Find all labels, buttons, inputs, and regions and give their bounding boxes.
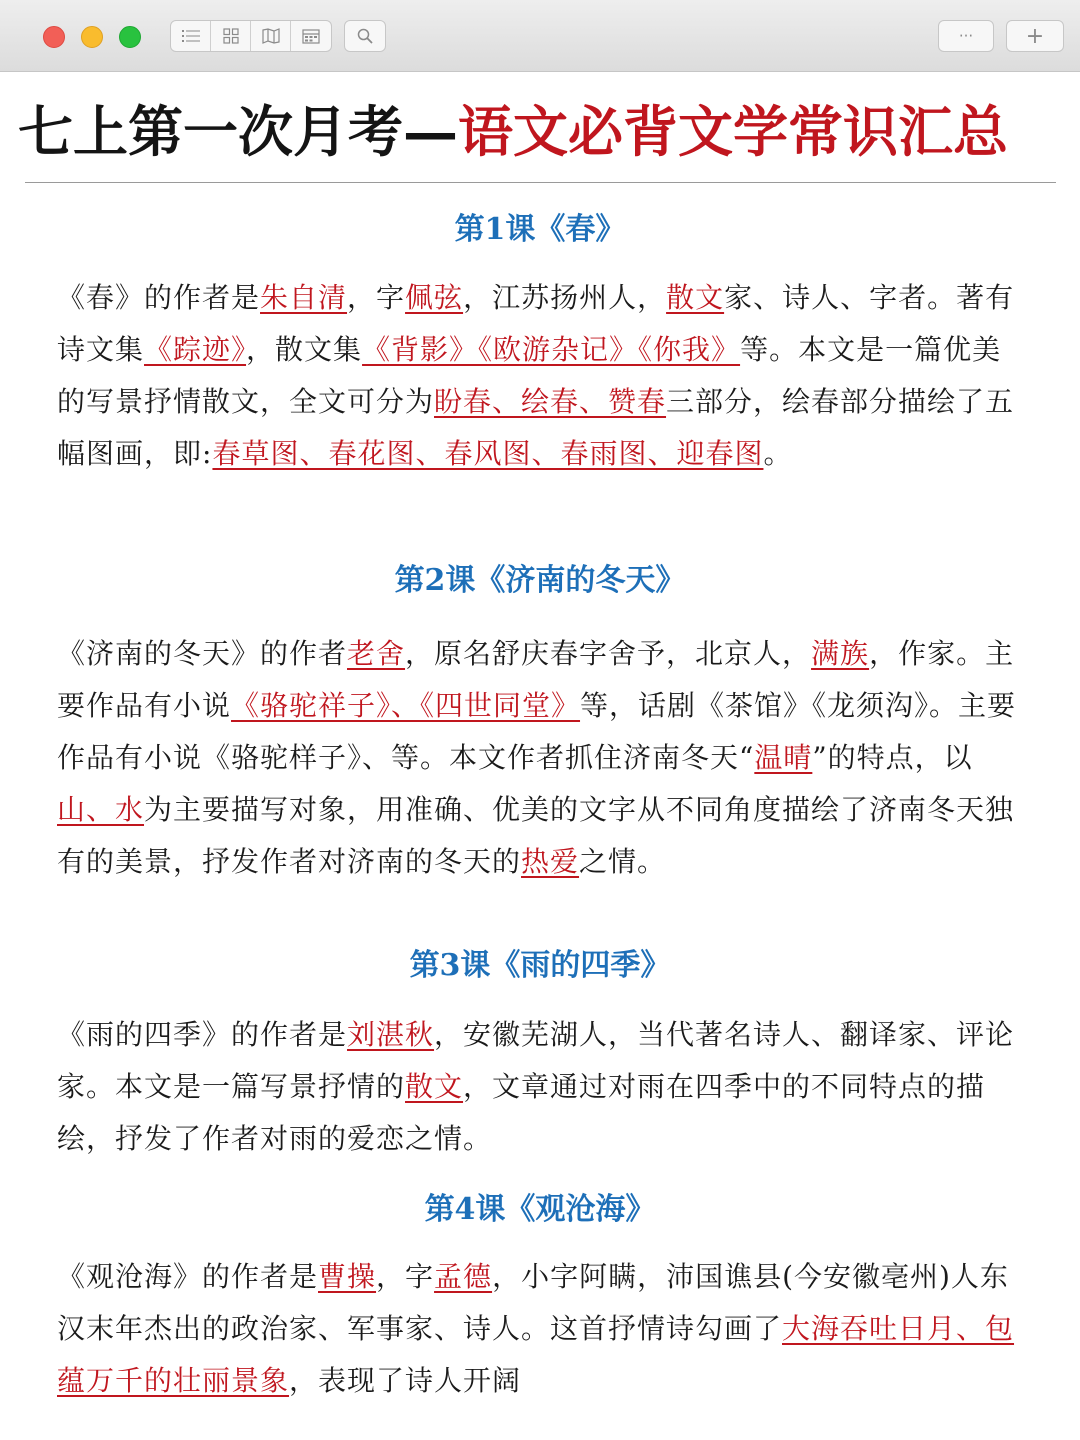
paragraph-text: ，字 [376, 1260, 435, 1293]
more-toolbar [938, 20, 994, 52]
paragraph-text: 。 [763, 437, 793, 470]
key-term: 佩弦 [405, 281, 464, 314]
lesson-3-paragraph [57, 1009, 1027, 1165]
search-icon[interactable] [345, 21, 385, 51]
key-term: 朱自清 [260, 281, 348, 314]
paragraph-text: 《济南的冬天》的作者 [57, 637, 348, 670]
paragraph-text: 为主要描写对象，用准确、优美的文字从不同角度描绘了济南冬天独有的美景，抒发作者对济南的冬天的 [57, 793, 1015, 878]
key-term: 《背影》《欧游杂记》《你我》 [362, 333, 741, 366]
key-term: 春草图、春花图、春风图、春雨图、迎春图 [212, 437, 764, 470]
paragraph-text: 三部分，绘春部分描绘了五幅图画，即: [57, 385, 1015, 470]
key-term: 热爱 [521, 845, 580, 878]
paragraph-text: ，原名舒庆春字舍予，北京人， [405, 637, 812, 670]
view-mode-toolbar [170, 20, 332, 52]
paragraph-text: ，散文集 [246, 333, 363, 366]
page-title-red: 语文必背文学常识汇总 [458, 99, 1009, 164]
paragraph-text: ，字 [347, 281, 406, 314]
paragraph-text: 等，话剧《茶馆》《龙须沟》。主要作品有小说《骆驼样子》、等。本文作者抓住济南冬天“ [57, 689, 1017, 774]
paragraph-text: 之情。 [579, 845, 667, 878]
add-toolbar [1006, 20, 1064, 52]
paragraph-text: 家、诗人、字者。著有诗文集 [57, 281, 1015, 366]
minimize-window-button[interactable] [81, 26, 103, 48]
close-window-button[interactable] [43, 26, 65, 48]
key-term: 曹操 [318, 1260, 377, 1293]
key-term: 散文 [666, 281, 725, 314]
paragraph-text: ，表现了诗人开阔 [289, 1364, 522, 1397]
page-title-black: 七上第一次月考— [18, 99, 459, 164]
page-title [18, 92, 1068, 172]
key-term: 山、水 [57, 793, 145, 826]
lesson-4-heading: 第4课《观沧海》 [424, 1192, 656, 1227]
key-term: 《骆驼祥子》、《四世同堂》 [231, 689, 581, 722]
key-term: 散文 [405, 1070, 464, 1103]
key-term: 刘湛秋 [347, 1018, 435, 1051]
lesson-4-paragraph [57, 1251, 1027, 1407]
paragraph-text: ，作家。主要作品有小说 [57, 637, 1015, 722]
key-term: 温晴 [754, 741, 813, 774]
window-titlebar [0, 0, 1080, 72]
paragraph-text: ，江苏扬州人， [463, 281, 667, 314]
paragraph-text: 《春》的作者是 [57, 281, 261, 314]
add-button[interactable]: + [1025, 23, 1045, 49]
key-term: 大海吞吐日月、包蕴万千的壮丽景象 [57, 1312, 1015, 1397]
paragraph-text: ，安徽芜湖人，当代著名诗人、翻译家、评论家。本文是一篇写景抒情的 [57, 1018, 1015, 1103]
lesson-2-paragraph [57, 628, 1027, 888]
search-toolbar [344, 20, 386, 52]
grid-view-icon[interactable] [211, 21, 251, 51]
paragraph-text: 《雨的四季》的作者是 [57, 1018, 348, 1051]
paragraph-text: ，小字阿瞒，沛国谯县(今安徽亳州)人东汉末年杰出的政治家、军事家、诗人。这首抒情诗勾画了 [57, 1260, 1009, 1345]
lesson-3-heading: 第3课《雨的四季》 [409, 948, 671, 983]
lesson-1-paragraph [57, 272, 1027, 480]
calendar-view-icon[interactable] [291, 21, 331, 51]
lesson-2-heading: 第2课《济南的冬天》 [394, 563, 686, 598]
paragraph-text: ”的特点，以 [812, 741, 973, 774]
book-view-icon[interactable] [251, 21, 291, 51]
title-divider [25, 182, 1056, 183]
paragraph-text: 《观沧海》的作者是 [57, 1260, 319, 1293]
key-term: 老舍 [347, 637, 406, 670]
more-options-button[interactable]: ··· [958, 27, 974, 45]
lesson-1-heading: 第1课《春》 [454, 212, 626, 247]
list-view-icon[interactable] [171, 21, 211, 51]
zoom-window-button[interactable] [119, 26, 141, 48]
key-term: 盼春、绘春、赞春 [434, 385, 667, 418]
paragraph-text: ，文章通过对雨在四季中的不同特点的描绘，抒发了作者对雨的爱恋之情。 [57, 1070, 986, 1155]
key-term: 孟德 [434, 1260, 493, 1293]
key-term: 满族 [811, 637, 870, 670]
key-term: 《踪迹》 [144, 333, 247, 366]
paragraph-text: 等。本文是一篇优美的写景抒情散文，全文可分为 [57, 333, 1002, 418]
